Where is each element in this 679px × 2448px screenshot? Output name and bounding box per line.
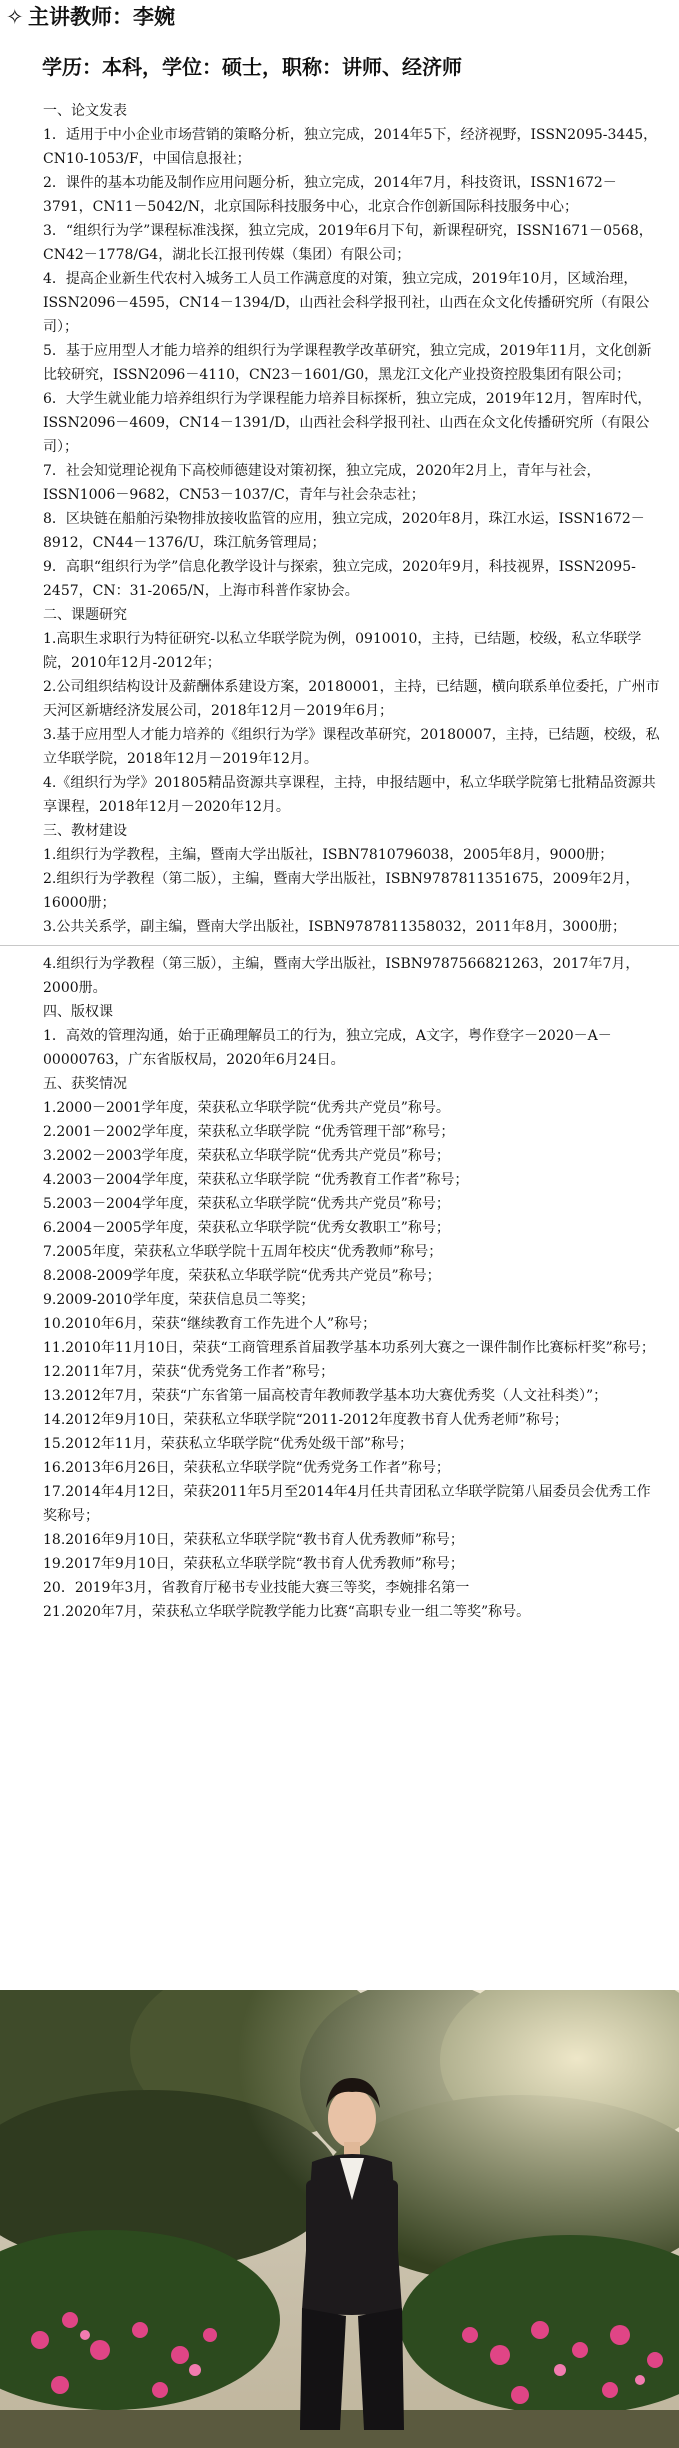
textbook-item: 3.公共关系学，副主编，暨南大学出版社，ISBN9787811358032，2011年8月，3000册； (43, 919, 626, 935)
section-heading-papers: 一、论文发表 (43, 103, 127, 119)
section-heading-textbooks: 三、教材建设 (43, 823, 127, 839)
paper-item: 8．区块链在船舶污染物排放接收监管的应用，独立完成，2020年8月，珠江水运，ISSN1672－8912，CN44－1376/U，珠江航务管理局； (43, 511, 645, 551)
textbook-item: 2.组织行为学教程（第二版），主编，暨南大学出版社，ISBN9787811351675，2009年2月，16000册； (43, 871, 640, 911)
diamond-icon: ✧ (6, 5, 24, 29)
project-item: 1.高职生求职行为特征研究-以私立华联学院为例，0910010，主持，已结题，校级，私立华联学院，2010年12月-2012年； (43, 631, 642, 671)
award-item: 5.2003－2004学年度，荣获私立华联学院“优秀共产党员”称号； (43, 1196, 450, 1212)
award-item: 18.2016年9月10日，荣获私立华联学院“教书育人优秀教师”称号； (43, 1532, 464, 1548)
section-heading-awards: 五、获奖情况 (43, 1076, 127, 1092)
award-item: 7.2005年度，荣获私立华联学院十五周年校庆“优秀教师”称号； (43, 1244, 443, 1260)
project-item: 4.《组织行为学》201805精品资源共享课程，主持，申报结题中，私立华联学院第七批精品资源共享课程，2018年12月－2020年12月。 (43, 775, 656, 815)
award-item: 11.2010年11月10日，荣获“工商管理系首届教学基本功系列大赛之一课件制作比赛标杆奖”称号； (43, 1340, 655, 1356)
teacher-qualifications: 学历：本科，学位：硕士，职称：讲师、经济师 (42, 55, 462, 79)
paper-item: 3．“组织行为学”课程标准浅探，独立完成，2019年6月下旬，新课程研究，ISSN1671－0568，CN42－1778/G4，湖北长江报刊传媒（集团）有限公司； (43, 223, 653, 263)
award-item: 9.2009-2010学年度，荣获信息员二等奖； (43, 1292, 315, 1308)
award-item: 14.2012年9月10日，荣获私立华联学院“2011-2012年度教书育人优秀老师”称号； (43, 1412, 568, 1428)
award-item: 13.2012年7月，荣获“广东省第一届高校青年教师教学基本功大赛优秀奖（人文社科类）”； (43, 1388, 608, 1404)
project-item: 3.基于应用型人才能力培养的《组织行为学》课程改革研究，20180007，主持，已结题，校级，私立华联学院，2018年12月－2019年12月。 (43, 727, 660, 767)
award-item: 20．2019年3月，省教育厅秘书专业技能大赛三等奖，李婉排名第一 (43, 1580, 470, 1596)
award-item: 19.2017年9月10日，荣获私立华联学院“教书育人优秀教师”称号； (43, 1556, 464, 1572)
teacher-name: 主讲教师：李婉 (28, 5, 175, 29)
award-item: 15.2012年11月，荣获私立华联学院“优秀处级干部”称号； (43, 1436, 414, 1452)
award-item: 2.2001－2002学年度，荣获私立华联学院 “优秀管理干部”称号； (43, 1124, 455, 1140)
award-item: 6.2004－2005学年度，荣获私立华联学院“优秀女教职工”称号； (43, 1220, 450, 1236)
paper-item: 5．基于应用型人才能力培养的组织行为学课程教学改革研究，独立完成，2019年11月，文化创新比较研究，ISSN2096－4110，CN23－1601/G0，黑龙江文化产业投资控股集团有限公司； (43, 343, 652, 383)
teacher-title (6, 2, 175, 32)
paper-item: 1．适用于中小企业市场营销的策略分析，独立完成，2014年5下，经济视野，ISSN2095-3445，CN10-1053/F，中国信息报社； (43, 127, 658, 167)
award-item: 17.2014年4月12日，荣获2011年5月至2014年4月任共青团私立华联学院第八届委员会优秀工作奖称号； (43, 1484, 651, 1524)
award-item: 16.2013年6月26日，荣获私立华联学院“优秀党务工作者”称号； (43, 1460, 450, 1476)
award-item: 1.2000－2001学年度，荣获私立华联学院“优秀共产党员”称号。 (43, 1100, 450, 1116)
paper-item: 9．高职“组织行为学”信息化教学设计与探索，独立完成，2020年9月，科技视界，ISSN2095-2457，CN：31-2065/N，上海市科普作家协会。 (43, 559, 636, 599)
copyright-item: 1．高效的管理沟通，始于正确理解员工的行为，独立完成，A文字，粤作登字－2020－A－00000763，广东省版权局，2020年6月24日。 (43, 1028, 612, 1068)
project-item: 2.公司组织结构设计及薪酬体系建设方案，20180001，主持，已结题，横向联系单位委托，广州市天河区新塘经济发展公司，2018年12月－2019年6月； (43, 679, 660, 719)
award-item: 8.2008-2009学年度，荣获私立华联学院“优秀共产党员”称号； (43, 1268, 441, 1284)
paper-item: 6．大学生就业能力培养组织行为学课程能力培养目标探析，独立完成，2019年12月，智库时代，ISSN2096－4609，CN14－1391/D，山西社会科学报刊社、山西在众文化传播研究所（有限公司）； (43, 391, 652, 455)
paper-item: 4．提高企业新生代农村入城务工人员工作满意度的对策，独立完成，2019年10月，区域治理，ISSN2096－4595，CN14－1394/D，山西社会科学报刊社，山西在众文化传播研究所（有限公司）； (43, 271, 650, 335)
page-break-divider (0, 945, 679, 946)
section-heading-projects: 二、课题研究 (43, 607, 127, 623)
paper-item: 2．课件的基本功能及制作应用问题分析，独立完成，2014年7月，科技资讯，ISSN1672－3791，CN11－5042/N，北京国际科技服务中心，北京合作创新国际科技服务中心； (43, 175, 617, 215)
paper-item: 7．社会知觉理论视角下高校师德建设对策初探，独立完成，2020年2月上，青年与社会，ISSN1006－9682，CN53－1037/C，青年与社会杂志社； (43, 463, 601, 503)
document-body (43, 99, 661, 1624)
award-item: 4.2003－2004学年度，荣获私立华联学院 “优秀教育工作者”称号； (43, 1172, 469, 1188)
award-item: 3.2002－2003学年度，荣获私立华联学院“优秀共产党员”称号； (43, 1148, 450, 1164)
section-heading-copyright: 四、版权课 (43, 1004, 113, 1020)
teacher-portrait-photo (0, 1990, 679, 2448)
textbook-item: 4.组织行为学教程（第三版），主编，暨南大学出版社，ISBN9787566821263，2017年7月，2000册。 (43, 956, 640, 996)
textbook-item: 1.组织行为学教程，主编，暨南大学出版社，ISBN7810796038，2005年8月，9000册； (43, 847, 614, 863)
award-item: 10.2010年6月，荣获“继续教育工作先进个人”称号； (43, 1316, 377, 1332)
award-item: 21.2020年7月，荣获私立华联学院教学能力比赛“高职专业一组二等奖”称号。 (43, 1604, 531, 1620)
award-item: 12.2011年7月，荣获“优秀党务工作者”称号； (43, 1364, 335, 1380)
